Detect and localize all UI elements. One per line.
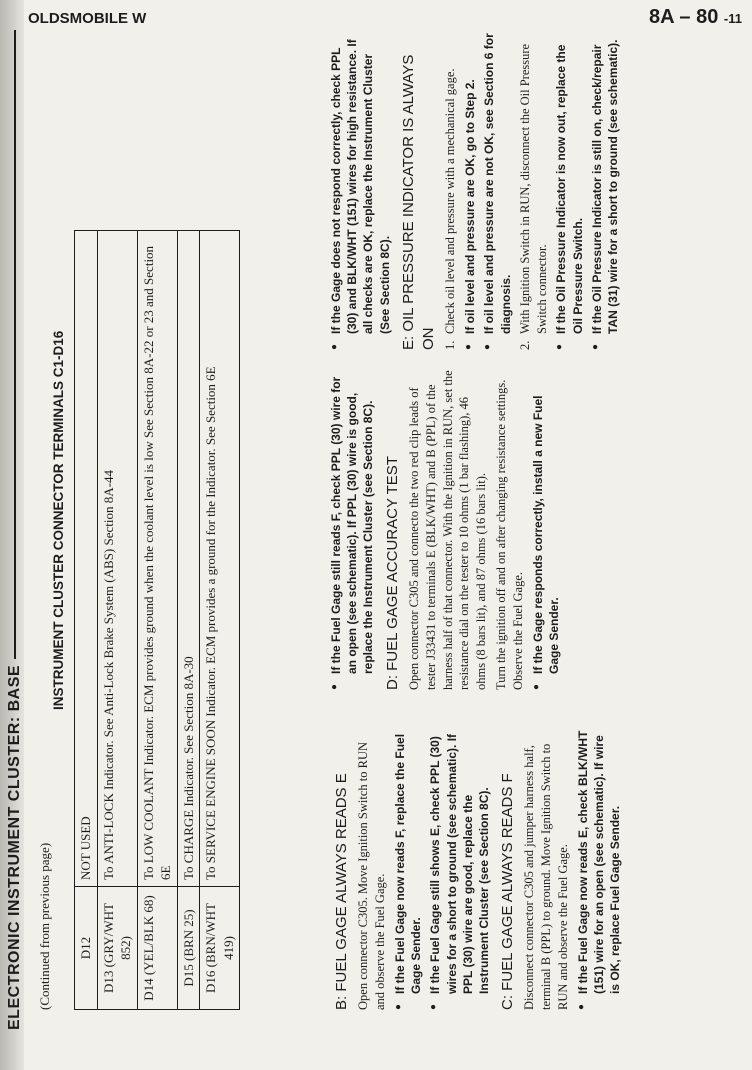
page-sub-number: 11 [728,11,742,26]
page-number: 8A – 80 -11 [649,6,742,28]
section-c-heading: C: FUEL GAGE ALWAYS READS F [499,773,517,1010]
continued-note: (Continued from previous page) [37,842,52,1010]
section-c-bullet: ● If the Fuel Gage now reads E, check BLK/WHT (151) wire for an open (see schematic). If wire is OK, replace Fuel Gage Sender. [575,730,624,1010]
terminal-pin: D15 (BRN 25) [177,887,200,1010]
section-d-heading: D: FUEL GAGE ACCURACY TEST [383,456,401,690]
section-e-step: 2. With Ignition Switch in RUN, disconnect the Oil Pressure Switch connector. [517,43,549,350]
section-e-bullet: ● If oil level and pressure are OK, go to Step 2. [462,30,478,350]
page-main-number: 80 [696,6,719,28]
section-e-bullet: ● If oil level and pressure are not OK, see Section 6 for diagnosis. [481,30,513,350]
section-d-bullet: ● If the Gage does not respond correctly, check PPL (30) and BLK/WHT (151) wires for high resistance. If all checks are OK, replace the Instrument Cluster (See Section 8C). [328,30,393,350]
section-e-bullet: ● If the Oil Pressure Indicator is still on, check/repair TAN (31) wire for a short to ground (see schematic). [589,30,621,350]
step-text: With Ignition Switch in RUN, disconnect the Oil Pressure Switch connector. [517,43,549,334]
table-row [75,231,98,1010]
section-d-bullet: ● If the Gage responds correctly, install a new Fuel Gage Sender. [530,370,562,690]
step-text: Check oil level and pressure with a mechanical gage. [443,68,458,334]
page-content [36,33,736,1030]
section-d-text: Open connector C305 and connecto the two red clip leads of tester J33431 to terminals E (BLK/WHT) and B (PPL) of the harness half of that connector. With the Ignition in RUN, set the resistance dial on the tester to 10 ohms (1 bar flashing), 46 ohms (8 bars lit), and 87 ohms (16 bars lit). [406,370,489,690]
header-make: OLDSMOBILE W [28,10,147,27]
terminal-desc: To LOW COOLANT Indicator. ECM provides ground when the coolant level is low See Section 8A-22 or 23 and Section 6E [137,231,177,887]
terminal-pin: D12 [75,887,98,1010]
table-row [97,231,137,1010]
header-rule [14,30,16,659]
section-e-step: 1. Check oil level and pressure with a mechanical gage. [443,68,458,350]
terminal-pin: D13 (GRY/WHT 852) [97,887,137,1010]
section-e-heading: E: OIL PRESSURE INDICATOR IS ALWAYS ON [399,54,437,350]
section-e-bullet: ● If the Oil Pressure Indicator is now out, replace the Oil Pressure Switch. [553,30,585,350]
column-2 [326,370,646,690]
terminal-pin: D14 (YEL/BLK 68) [137,887,177,1010]
table-title: INSTRUMENT CLUSTER CONNECTOR TERMINALS C1-D16 [51,330,66,710]
table-row [200,231,240,1010]
section-d-text: Turn the ignition off and on after changing resistance settings. Observe the Fuel Gage. [494,379,526,690]
terminal-pin: D16 (BRN/WHT 419) [200,887,240,1010]
section-c-text: Disconnect connector C305 and jumper harness half, terminal B (PPL) to ground. Move Ignition Switch to RUN and observe the Fuel Gage. [522,743,571,1010]
section-header [0,30,30,1030]
section-b-bullet: ● If the Fuel Gage now reads F, replace the Fuel Gage Sender. [392,730,424,1010]
section-title: ELECTRONIC INSTRUMENT CLUSTER: BASE [6,664,23,1030]
section-b-text: Open connector C305. Move Ignition Switch to RUN and observe the Fuel Gage. [356,741,388,1010]
column-1 [326,730,646,1010]
terminal-table [74,230,240,1010]
section-c-bullet: ● If the Fuel Gage still reads F, check PPL (30) wire for an open (see schematic). If PPL (30) wire is good, replace the Instrument Cluster (see Section 8C). [328,370,377,690]
section-b-heading: B: FUEL GAGE ALWAYS READS E [333,773,350,1010]
table-row [137,231,177,1010]
section-b-bullet: ● If the Fuel Gage still shows E, check PPL (30) wires for a short to ground (see schematic). If PPL (30) wire are good, replace the Instrument Cluster (see Section 8C). [427,730,492,1010]
terminal-desc: To CHARGE Indicator. See Section 8A-30 [177,231,200,887]
terminal-desc: To SERVICE ENGINE SOON Indicator. ECM provides a ground for the Indicator. See Section 6E [200,231,240,887]
column-3 [326,30,646,350]
table-row [177,231,200,1010]
terminal-desc: To ANTI-LOCK Indicator. See Anti-Lock Brake System (ABS) Section 8A-44 [97,231,137,887]
terminal-desc: NOT USED [75,231,98,887]
page-section: 8A [649,6,674,28]
